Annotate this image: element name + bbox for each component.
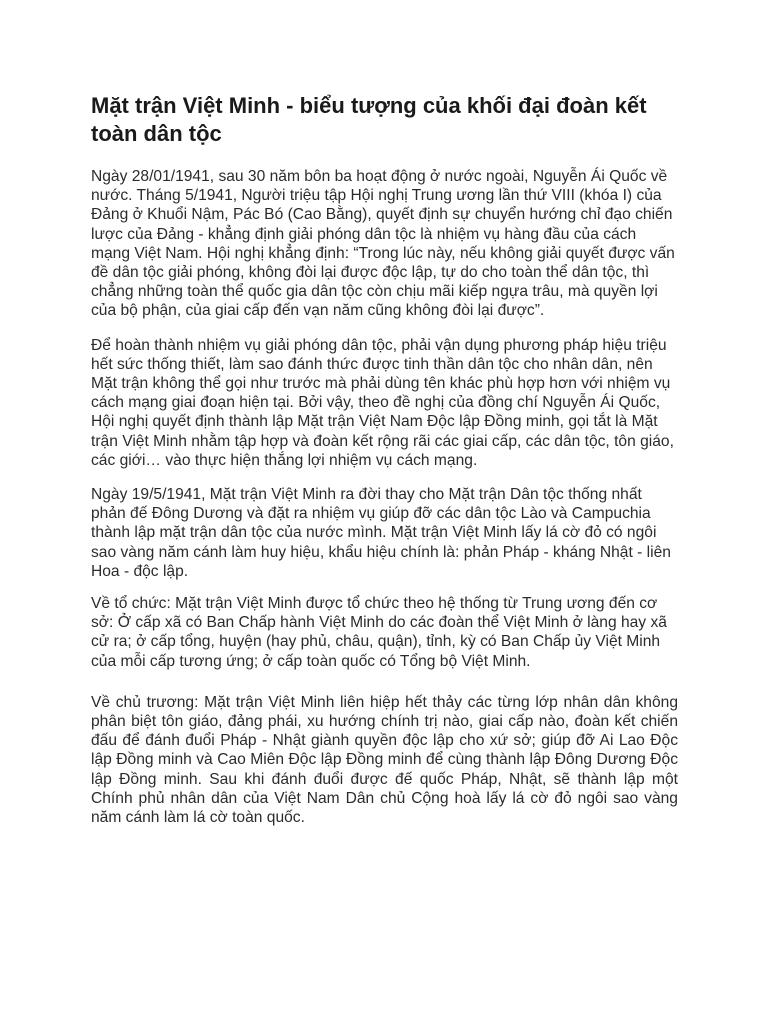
document-title: Mặt trận Việt Minh - biểu tượng của khối đại đoàn kết toàn dân tộc: [91, 93, 647, 146]
paragraph-organization: Về tổ chức: Mặt trận Việt Minh được tổ chức theo hệ thống từ Trung ương đến cơ sở: Ở cấp xã có Ban Chấp hành Việt Minh do các đoàn thể Việt Minh ở làng hay xã cử ra; ở cấp tổng, huyện (hay phủ, châu, quận), tỉnh, kỳ có Ban Chấp ủy Việt Minh của mỗi cấp tương ứng; ở cấp toàn quốc có Tổng bộ Việt Minh.: [91, 595, 667, 670]
paragraph-naming-of-front: Để hoàn thành nhiệm vụ giải phóng dân tộc, phải vận dụng phương pháp hiệu triệu hết sức thống thiết, làm sao đánh thức được tinh thần dân tộc cho nhân dân, nên Mặt trận không thể gọi như trước mà phải dùng tên khác phù hợp hơn với nhiệm vụ cách mạng giai đoạn hiện tại. Bởi vậy, theo đề nghị của đồng chí Nguyễn Ái Quốc, Hội nghị quyết định thành lập Mặt trận Việt Nam Độc lập Đồng minh, gọi tắt là Mặt trận Việt Minh nhằm tập hợp và đoàn kết rộng rãi các giai cấp, các dân tộc, tôn giáo, các giới… vào thực hiện thắng lợi nhiệm vụ cách mạng.: [91, 336, 674, 469]
paragraph-return-of-nguyen-ai-quoc: Ngày 28/01/1941, sau 30 năm bôn ba hoạt động ở nước ngoài, Nguyễn Ái Quốc về nước. Tháng 5/1941, Người triệu tập Hội nghị Trung ương lần thứ VIII (khóa I) của Đảng ở Khuổi Nậm, Pác Bó (Cao Bằng), quyết định sự chuyển hướng chỉ đạo chiến lược của Đảng - khẳng định giải phóng dân tộc là nhiệm vụ hàng đầu của cách mạng Việt Nam. Hội nghị khẳng định: “Trong lúc này, nếu không giải quyết được vấn đề dân tộc giải phóng, không đòi lại được độc lập, tự do cho toàn thể dân tộc, thì chẳng những toàn thể quốc gia dân tộc còn chịu mãi kiếp ngựa trâu, mà quyền lợi của bộ phận, của giai cấp đến vạn năm cũng không đòi lại được”.: [91, 168, 675, 320]
paragraph-policy: Về chủ trương: Mặt trận Việt Minh liên hiệp hết thảy các từng lớp nhân dân không phân biệt tôn giáo, đảng phái, xu hướng chính trị nào, giai cấp nào, đoàn kết chiến đấu để đánh đuổi Pháp - Nhật giành quyền độc lập cho xứ sở; giúp đỡ Ai Lao Độc lập Đồng minh và Cao Miên Độc lập Đồng minh để cùng thành lập Đông Dương Độc lập Đồng minh. Sau khi đánh đuổi được đế quốc Pháp, Nhật, sẽ thành lập một Chính phủ nhân dân của Việt Nam Dân chủ Cộng hoà lấy lá cờ đỏ ngôi sao vàng năm cánh làm lá cờ toàn quốc.: [91, 693, 678, 827]
paragraph-founding-date: Ngày 19/5/1941, Mặt trận Việt Minh ra đời thay cho Mặt trận Dân tộc thống nhất phản đế Đông Dương và đặt ra nhiệm vụ giúp đỡ các dân tộc Lào và Campuchia thành lập mặt trận dân tộc của nước mình. Mặt trận Việt Minh lấy lá cờ đỏ có ngôi sao vàng năm cánh làm huy hiệu, khẩu hiệu chính là: phản Pháp - kháng Nhật - liên Hoa - độc lập.: [91, 486, 671, 580]
